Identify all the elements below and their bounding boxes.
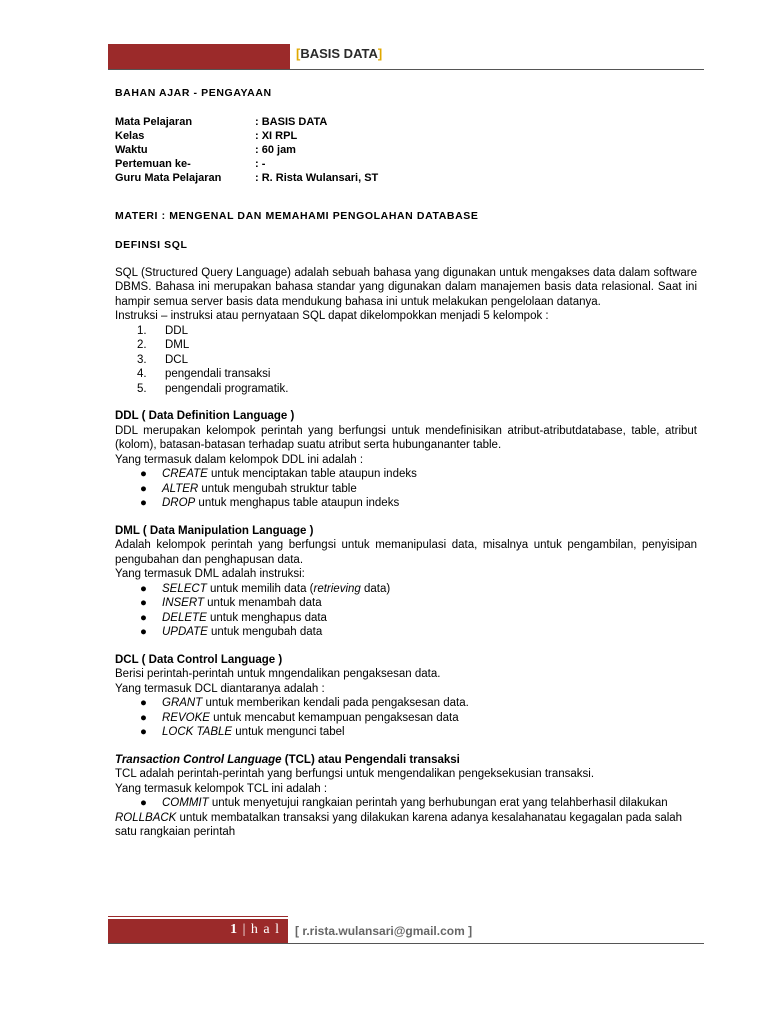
list-item: 1. DDL: [137, 324, 189, 337]
info-row: Mata Pelajaran : BASIS DATA: [115, 115, 328, 128]
bullet-icon: ●: [140, 711, 147, 724]
header-rule: [108, 69, 704, 70]
definisi-heading: DEFINSI SQL: [115, 239, 188, 251]
tcl-paragraph: TCL adalah perintah-perintah yang berfungsi untuk mengendalikan pengeksekusian transaksi.: [115, 768, 595, 780]
info-table: [115, 115, 697, 185]
tcl-heading: Transaction Control Language (TCL) atau Pengendali transaksi: [115, 753, 460, 766]
bullet-icon: ●: [140, 597, 147, 609]
list-item: 4. pengendali transaksi: [137, 368, 271, 380]
dcl-intro: Yang termasuk DCL diantaranya adalah :: [115, 682, 325, 695]
bullet-icon: ●: [140, 697, 147, 709]
footer-email: [ r.rista.wulansari@gmail.com ]: [295, 924, 473, 938]
info-row: Waktu : 60 jam: [115, 143, 296, 156]
list-item: ● COMMIT untuk menyetujui rangkaian perintah yang berhubungan erat yang telahberhasil dilakukan: [115, 796, 697, 811]
tcl-list: [115, 796, 697, 811]
bullet-icon: ●: [140, 797, 147, 809]
header-accent-bar: [108, 44, 290, 70]
document-body: [115, 86, 697, 840]
list-item: ● GRANT untuk memberikan kendali pada pengaksesan data.: [115, 696, 697, 711]
list-item: ● LOCK TABLE untuk mengunci tabel: [115, 725, 697, 740]
tcl-intro: Yang termasuk kelompok TCL ini adalah :: [115, 782, 328, 795]
bullet-icon: ●: [140, 497, 147, 509]
dcl-list: [115, 696, 697, 740]
list-item: ● SELECT untuk memilih data (retrieving data): [115, 582, 697, 597]
info-row: Pertemuan ke- : -: [115, 157, 266, 170]
ddl-intro: Yang termasuk dalam kelompok DDL ini adalah :: [115, 453, 364, 466]
bullet-icon: ●: [140, 468, 147, 480]
bullet-icon: ●: [140, 626, 147, 638]
list-item: 3. DCL: [137, 353, 189, 366]
info-row: Guru Mata Pelajaran : R. Rista Wulansari, ST: [115, 171, 379, 184]
list-item: ● CREATE untuk menciptakan table ataupun indeks: [115, 467, 697, 482]
ddl-paragraph: DDL merupakan kelompok perintah yang berfungsi untuk mendefinisikan atribut-atributdatabase, table, atribut (kolom), batasan-batasan terhadap suatu atribut serta hubungananter table.: [115, 424, 697, 451]
list-item: ● INSERT untuk menambah data: [115, 596, 697, 611]
list-item: 5. pengendali programatik.: [137, 382, 289, 395]
list-item: ● DELETE untuk menghapus data: [115, 611, 697, 626]
page-number: 1 | h a l: [230, 922, 280, 937]
footer-rule: [108, 943, 704, 944]
tcl-rollback: ROLLBACK untuk membatalkan transaksi yang dilakukan karena adanya kesalahanatau kegagalan pada salah satu rangkaian perintah: [115, 811, 683, 838]
dcl-heading: DCL ( Data Control Language ): [115, 653, 283, 666]
list-item: 2. DML: [137, 339, 190, 351]
list-item: ● ALTER untuk mengubah struktur table: [115, 482, 697, 497]
ddl-list: [115, 467, 697, 511]
dml-heading: DML ( Data Manipulation Language ): [115, 524, 314, 537]
bullet-icon: ●: [140, 482, 147, 495]
list-item: ● UPDATE untuk mengubah data: [115, 625, 697, 640]
instruksi-line: Instruksi – instruksi atau pernyataan SQL dapat dikelompokkan menjadi 5 kelompok :: [115, 310, 549, 322]
header-title: [BASIS DATA]: [296, 46, 383, 61]
materi-heading: MATERI : MENGENAL DAN MEMAHAMI PENGOLAHAN DATABASE: [115, 209, 479, 222]
dml-list: [115, 582, 697, 640]
bullet-icon: ●: [140, 611, 147, 624]
list-item: ● REVOKE untuk mencabut kemampuan pengaksesan data: [115, 711, 697, 726]
footer-accent-line: [108, 916, 288, 917]
doc-heading: BAHAN AJAR - PENGAYAAN: [115, 87, 272, 99]
sql-paragraph: SQL (Structured Query Language) adalah sebuah bahasa yang digunakan untuk mengakses data dalam software DBMS. Bahasa ini merupakan bahasa standar yang digunakan dalam manajemen basis data relasional. Saat ini hampir semua server basis data mendukung bahasa ini untuk melakukan pengelolaan datanya.: [115, 266, 697, 308]
dcl-paragraph: Berisi perintah-perintah untuk mngendalikan pengaksesan data.: [115, 668, 441, 680]
ddl-heading: DDL ( Data Definition Language ): [115, 410, 295, 422]
info-row: Kelas : XI RPL: [115, 129, 298, 142]
bullet-icon: ●: [140, 582, 147, 595]
dml-intro: Yang termasuk DML adalah instruksi:: [115, 568, 305, 580]
list-item: ● DROP untuk menghapus table ataupun indeks: [115, 496, 697, 511]
dml-paragraph: Adalah kelompok perintah yang berfungsi untuk memanipulasi data, misalnya untuk pengambilan, penyisipan pengubahan dan penghapusan data.: [115, 539, 697, 566]
sql-groups-list: [115, 324, 697, 397]
bullet-icon: ●: [140, 726, 147, 738]
